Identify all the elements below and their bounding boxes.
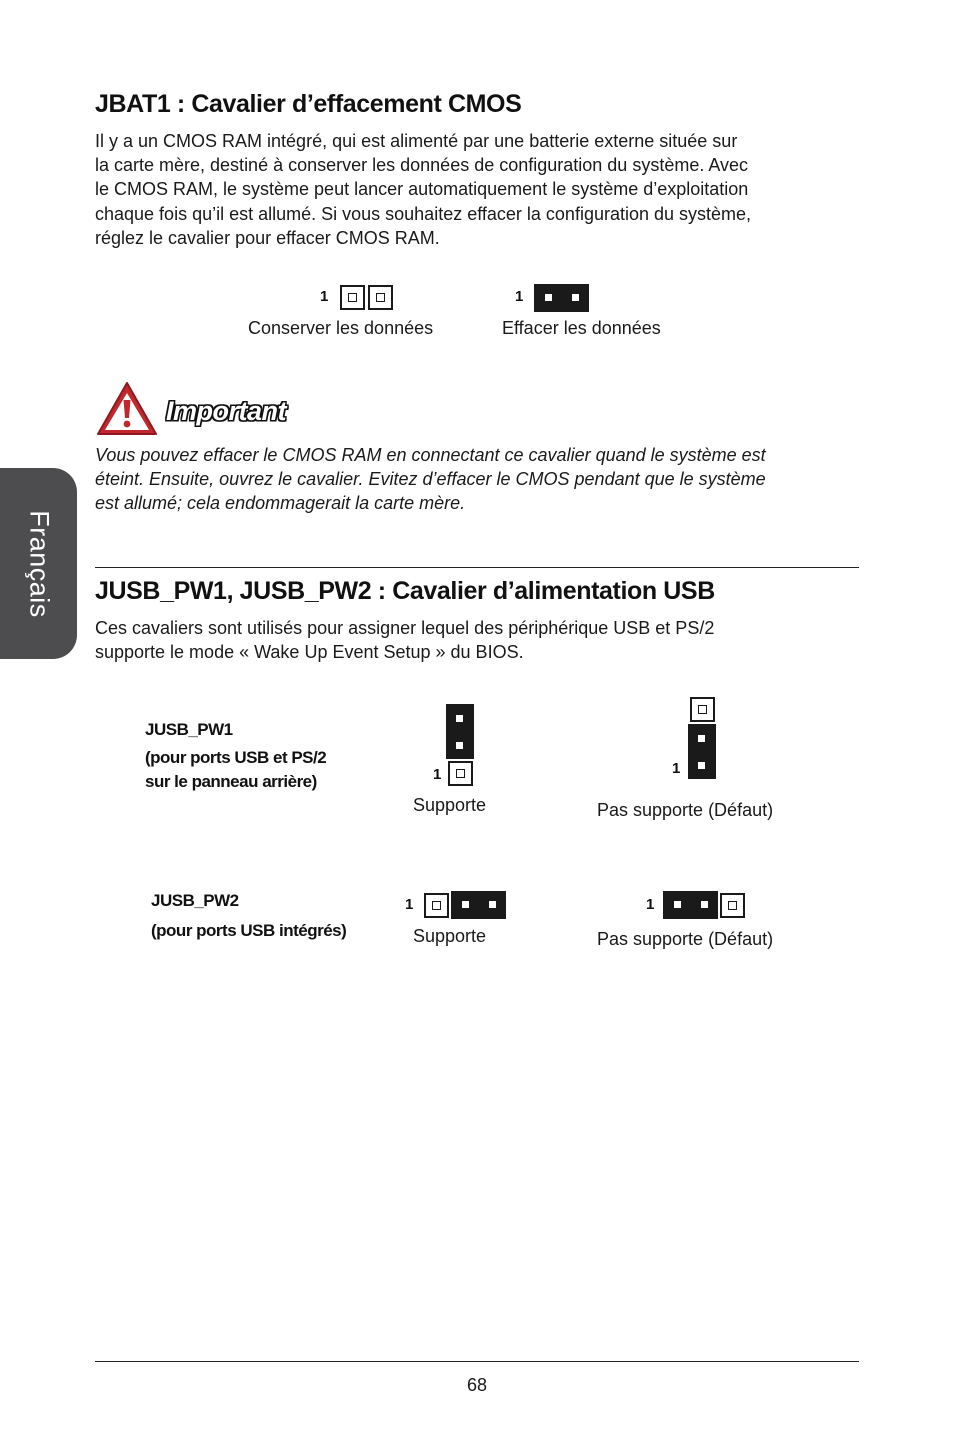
pin-one-label: 1 — [320, 288, 329, 305]
jumper-pin — [368, 285, 393, 310]
page-number: 68 — [466, 1375, 488, 1395]
jusb-pw2-label: JUSB_PW2 — [151, 891, 239, 910]
pin-one-label: 1 — [515, 288, 524, 305]
jumper-cap — [663, 891, 718, 919]
no-support-caption: Pas supporte (Défaut) — [597, 929, 774, 949]
jumper-pin — [690, 697, 715, 722]
important-line: éteint. Ensuite, ouvrez le cavalier. Evitez d’effacer le CMOS pendant que le système — [95, 469, 766, 490]
jbat1-heading: JBAT1 : Cavalier d’effacement CMOS — [95, 90, 522, 118]
jbat1-line: chaque fois qu’il est allumé. Si vous souhaitez effacer la configuration du système, — [95, 203, 752, 224]
important-line: est allumé; cela endommagerait la carte mère. — [95, 493, 466, 514]
language-tab-label: Français — [24, 509, 54, 618]
pin-one-label: 1 — [646, 896, 655, 913]
jumper-cap — [451, 891, 506, 919]
jumper-pin — [720, 893, 745, 918]
jumper-pin — [424, 893, 449, 918]
jbat1-line: Il y a un CMOS RAM intégré, qui est alimenté par une batterie externe située sur — [95, 131, 738, 151]
jusb-pw1-sublabel: (pour ports USB et PS/2 — [145, 748, 327, 767]
important-paragraph — [95, 443, 860, 516]
support-caption: Supporte — [413, 926, 487, 946]
clear-data-caption: Effacer les données — [502, 318, 661, 338]
jbat1-line: réglez le cavalier pour effacer CMOS RAM. — [95, 227, 440, 248]
jusb-line: Ces cavaliers sont utilisés pour assigner lequel des périphérique USB et PS/2 — [95, 618, 715, 638]
jumper-cap — [534, 284, 589, 312]
language-side-tab — [0, 468, 77, 659]
important-line: Vous pouvez effacer le CMOS RAM en connectant ce cavalier quand le système est — [95, 445, 766, 465]
jusb-heading: JUSB_PW1, JUSB_PW2 : Cavalier d’alimentation USB — [95, 577, 715, 605]
jumper-pin — [448, 761, 473, 786]
jumper-cap — [446, 704, 474, 759]
important-heading: Important — [166, 396, 286, 426]
section-divider — [95, 567, 859, 568]
jumper-cap — [688, 724, 716, 779]
no-support-caption: Pas supporte (Défaut) — [597, 800, 774, 820]
jusb-pw2-sublabel: (pour ports USB intégrés) — [151, 921, 347, 940]
jusb-pw1-label: JUSB_PW1 — [145, 720, 233, 739]
jbat1-line: le CMOS RAM, le système peut lancer automatiquement le système d’exploitation — [95, 179, 749, 200]
jusb-pw1-sublabel: sur le panneau arrière) — [145, 772, 317, 791]
footer-rule — [95, 1361, 859, 1362]
support-caption: Supporte — [413, 795, 487, 815]
pin-one-label: 1 — [433, 766, 442, 783]
jumper-pin — [340, 285, 365, 310]
warning-triangle-icon — [95, 380, 159, 438]
pin-one-label: 1 — [672, 760, 681, 777]
jbat1-line: la carte mère, destiné à conserver les données de configuration du système. Avec — [95, 155, 749, 176]
keep-data-caption: Conserver les données — [248, 318, 434, 338]
jusb-line: supporte le mode « Wake Up Event Setup » du BIOS. — [95, 642, 524, 663]
jusb-paragraph — [95, 616, 855, 664]
jbat1-paragraph — [95, 129, 855, 250]
pin-one-label: 1 — [405, 896, 414, 913]
